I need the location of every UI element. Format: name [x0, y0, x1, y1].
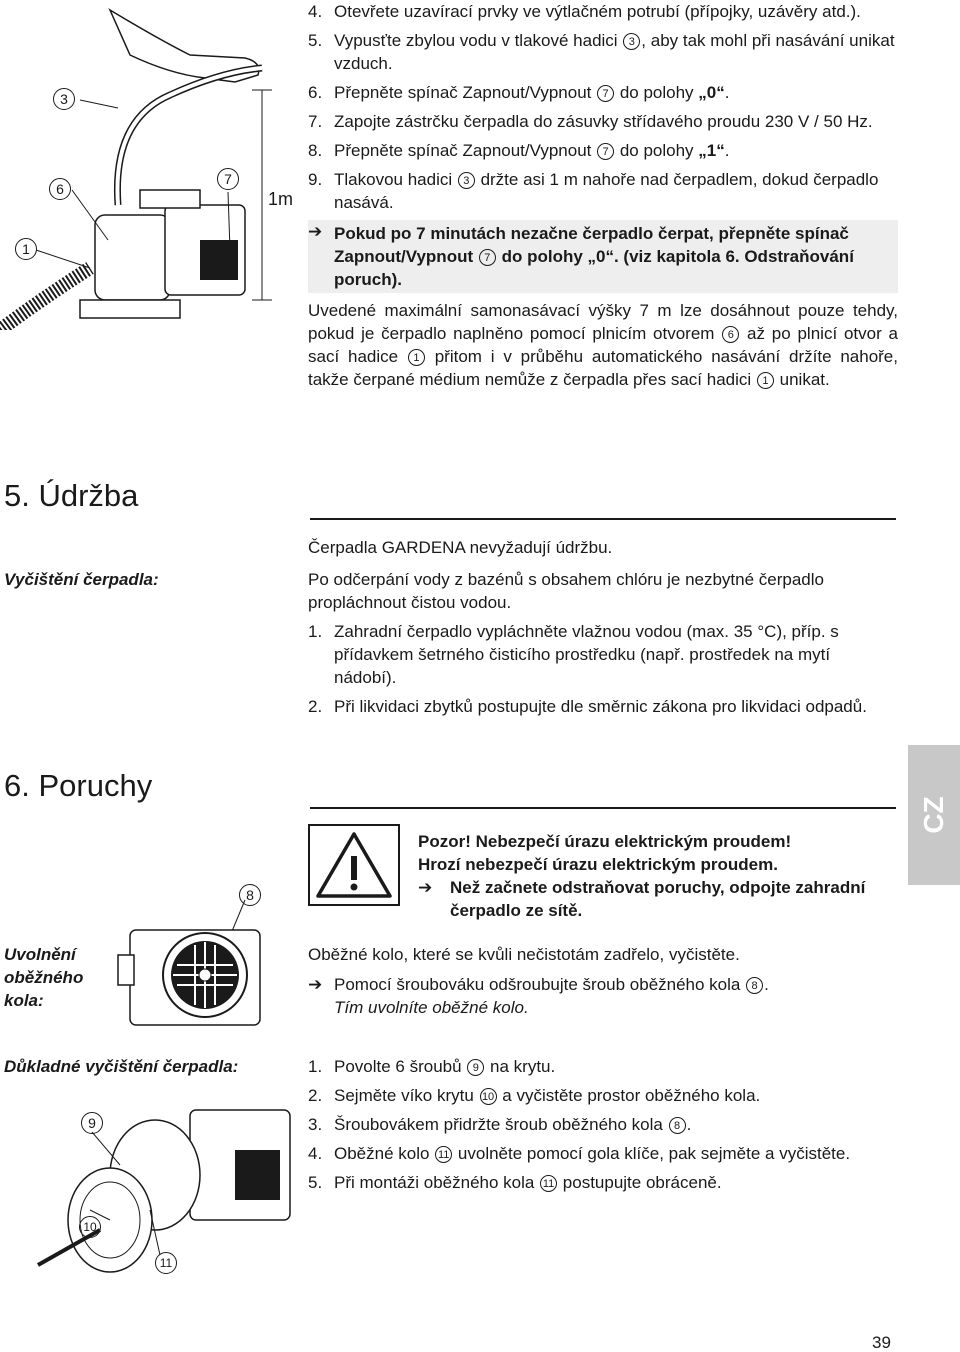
- text-run: Tlakovou hadici: [334, 170, 457, 189]
- list-item: [308, 110, 898, 133]
- list-text: [334, 1173, 722, 1192]
- section-5-content: [308, 568, 878, 724]
- text-run: postupujte obráceně.: [558, 1173, 722, 1192]
- text-run: Otevřete uzavírací prvky ve výtlačném potrubí (přípojky, uzávěry atd.).: [334, 2, 861, 21]
- text-run: .: [724, 141, 730, 160]
- language-tab-label: CZ: [918, 796, 949, 834]
- text-run: až po plnicí otvor a sací hadice: [308, 324, 898, 366]
- list-number: 6.: [308, 83, 323, 102]
- bold-text: „1“: [698, 141, 725, 160]
- impeller-content: [308, 943, 888, 1019]
- language-tab: [908, 745, 960, 885]
- text-run: Uvedené maximální samonasávací výšky 7 m lze dosáhnout pouze tehdy, pokud je čerpadlo naplněno pomocí plnicím otvorem: [308, 301, 898, 343]
- text-run: do polohy „0“. (viz kapitola 6. Odstraňování poruch).: [334, 247, 854, 289]
- install-note: [308, 220, 898, 293]
- text-run: Sejměte víko krytu: [334, 1086, 479, 1105]
- section-5-steps: [308, 620, 878, 718]
- warning-line-1: Pozor! Nebezpečí úrazu elektrickým proudem!: [418, 832, 792, 851]
- callout-ref: 9: [467, 1059, 484, 1076]
- impeller-step-text: [334, 975, 769, 994]
- callout-ref: 8: [669, 1117, 686, 1134]
- list-text: [334, 2, 861, 21]
- text-run: do polohy: [615, 141, 699, 160]
- callout-ref: 11: [435, 1146, 452, 1163]
- text-run: Zapojte zástrčku čerpadla do zásuvky střídavého proudu 230 V / 50 Hz.: [334, 112, 873, 131]
- thorough-cleaning-steps: [308, 1055, 868, 1200]
- figure-impeller-front: [110, 860, 300, 1030]
- list-text: [334, 31, 895, 73]
- section-6-heading: 6. Poruchy: [4, 768, 153, 803]
- callout-ref: 6: [722, 326, 739, 343]
- install-steps-list: [308, 0, 898, 214]
- callout-ref: 1: [757, 372, 774, 389]
- list-text: [334, 1115, 691, 1134]
- list-number: 1.: [308, 622, 323, 641]
- cleaning-label: Vyčištění čerpadla:: [4, 570, 159, 589]
- list-text: Zahradní čerpadlo vypláchněte vlažnou vodou (max. 35 °C), příp. s přídavkem šetrného čisticího prostředku (např. prostředek na mytí nádobí).: [334, 622, 839, 687]
- list-text: [334, 1144, 850, 1163]
- impeller-step: [308, 973, 888, 996]
- callout-ref: 3: [623, 33, 640, 50]
- clean-steps-list: [308, 1055, 868, 1194]
- list-item: [308, 1055, 868, 1078]
- text-run: Vypusťte zbylou vodu v tlakové hadici: [334, 31, 623, 50]
- callout-6: 6: [49, 178, 71, 200]
- text-run: Šroubovákem přidržte šroub oběžného kola: [334, 1115, 668, 1134]
- text-run: Povolte 6 šroubů: [334, 1057, 467, 1076]
- callout-ref: 1: [408, 349, 425, 366]
- text-run: .: [724, 83, 730, 102]
- height-1m-label: 1m: [268, 189, 294, 209]
- callout-7: 7: [217, 168, 239, 190]
- impeller-label: Uvolnění oběžného kola:: [4, 945, 84, 1010]
- section-5-intro: Čerpadla GARDENA nevyžadují údržbu.: [308, 538, 613, 557]
- text-run: přitom i v průběhu automatického nasávání držíte nahoře, takže čerpané médium nemůže z čerpadla přes sací hadici: [308, 347, 898, 389]
- list-item: [308, 81, 898, 104]
- section-6-rule: [310, 807, 896, 809]
- install-paragraph: [308, 299, 898, 391]
- list-number: 5.: [308, 31, 323, 50]
- list-item: [308, 695, 878, 718]
- text-run: Přepněte spínač Zapnout/Vypnout: [334, 83, 597, 102]
- impeller-text: Oběžné kolo, které se kvůli nečistotám zadřelo, vyčistěte.: [308, 945, 740, 964]
- text-run: unikat.: [774, 370, 830, 389]
- text-run: Při montáži oběžného kola: [334, 1173, 540, 1192]
- callout-1: 1: [15, 238, 37, 260]
- list-text: Při likvidaci zbytků postupujte dle směrnic zákona pro likvidaci odpadů.: [334, 697, 867, 716]
- callout-9: 9: [81, 1112, 103, 1134]
- warning-line-3: Než začnete odstraňovat poruchy, odpojte zahradní čerpadlo ze sítě.: [450, 878, 866, 920]
- list-number: 9.: [308, 170, 323, 189]
- install-steps: [308, 0, 898, 391]
- list-item: [308, 1171, 868, 1194]
- figure-pump-priming: [0, 0, 300, 330]
- list-text: [334, 83, 730, 102]
- warning-icon: [308, 824, 400, 906]
- callout-ref: 7: [479, 249, 496, 266]
- text-run: .: [764, 975, 769, 994]
- list-number: 4.: [308, 2, 323, 21]
- text-run: .: [686, 1115, 692, 1134]
- list-text: [334, 1057, 555, 1076]
- section-5-heading: 5. Údržba: [4, 478, 139, 513]
- text-run: a vyčistěte prostor oběžného kola.: [497, 1086, 761, 1105]
- pump-priming-illustration: [0, 0, 300, 330]
- list-text: [334, 112, 873, 131]
- text-run: do polohy: [615, 83, 699, 102]
- list-text: [334, 141, 730, 160]
- list-item: [308, 1084, 868, 1107]
- callout-11: 11: [155, 1252, 177, 1274]
- list-text: [334, 170, 878, 212]
- callout-ref: 11: [540, 1175, 557, 1192]
- text-run: Pokud po 7 minutách nezačne čerpadlo čerpat, přepněte spínač Zapnout/Vypnout: [334, 224, 849, 266]
- list-number: 5.: [308, 1173, 323, 1192]
- text-run: Oběžné kolo: [334, 1144, 435, 1163]
- list-number: 2.: [308, 1086, 323, 1105]
- bold-text: „0“: [698, 83, 725, 102]
- callout-3: 3: [53, 88, 75, 110]
- text-run: Přepněte spínač Zapnout/Vypnout: [334, 141, 597, 160]
- install-note-text: [334, 224, 854, 289]
- list-item: [308, 168, 898, 214]
- arrow-icon: ➔: [418, 878, 433, 897]
- list-number: 4.: [308, 1144, 323, 1163]
- callout-10: 10: [79, 1216, 101, 1238]
- text-run: uvolněte pomocí gola klíče, pak sejměte a vyčistěte.: [453, 1144, 851, 1163]
- callout-8: 8: [239, 884, 261, 906]
- list-text: [334, 1086, 760, 1105]
- list-number: 2.: [308, 697, 323, 716]
- warning-line-2: Hrozí nebezpečí úrazu elektrickým proudem.: [418, 855, 778, 874]
- list-number: 8.: [308, 141, 323, 160]
- callout-ref: 7: [597, 85, 614, 102]
- callout-ref: 7: [597, 143, 614, 160]
- list-item: [308, 0, 898, 23]
- warning-text: [418, 830, 878, 922]
- list-item: [308, 29, 898, 75]
- figure-pump-disassembly: [30, 1080, 300, 1280]
- section-5-para: Po odčerpání vody z bazénů s obsahem chlóru je nezbytné čerpadlo propláchnout čistou vodou.: [308, 570, 824, 612]
- callout-ref: 8: [746, 977, 763, 994]
- text-run: , aby tak mohl při nasávání unikat vzduch.: [334, 31, 895, 73]
- arrow-icon: ➔: [308, 975, 323, 994]
- list-item: [308, 1142, 868, 1165]
- list-number: 1.: [308, 1057, 323, 1076]
- list-item: [308, 1113, 868, 1136]
- list-item: [308, 139, 898, 162]
- list-number: 7.: [308, 112, 323, 131]
- impeller-result: Tím uvolníte oběžné kolo.: [334, 998, 529, 1017]
- text-run: na krytu.: [485, 1057, 556, 1076]
- list-number: 3.: [308, 1115, 323, 1134]
- thorough-cleaning-label: Důkladné vyčištění čerpadla:: [4, 1057, 239, 1076]
- warning-instruction: [418, 876, 878, 922]
- section-5-rule: [310, 518, 896, 520]
- text-run: držte asi 1 m nahoře nad čerpadlem, dokud čerpadlo nasává.: [334, 170, 879, 212]
- callout-ref: 10: [480, 1088, 497, 1105]
- page-number: 39: [872, 1333, 891, 1352]
- arrow-icon: ➔: [308, 222, 323, 241]
- list-item: [308, 620, 878, 689]
- callout-ref: 3: [458, 172, 475, 189]
- text-run: Pomocí šroubováku odšroubujte šroub oběžného kola: [334, 975, 746, 994]
